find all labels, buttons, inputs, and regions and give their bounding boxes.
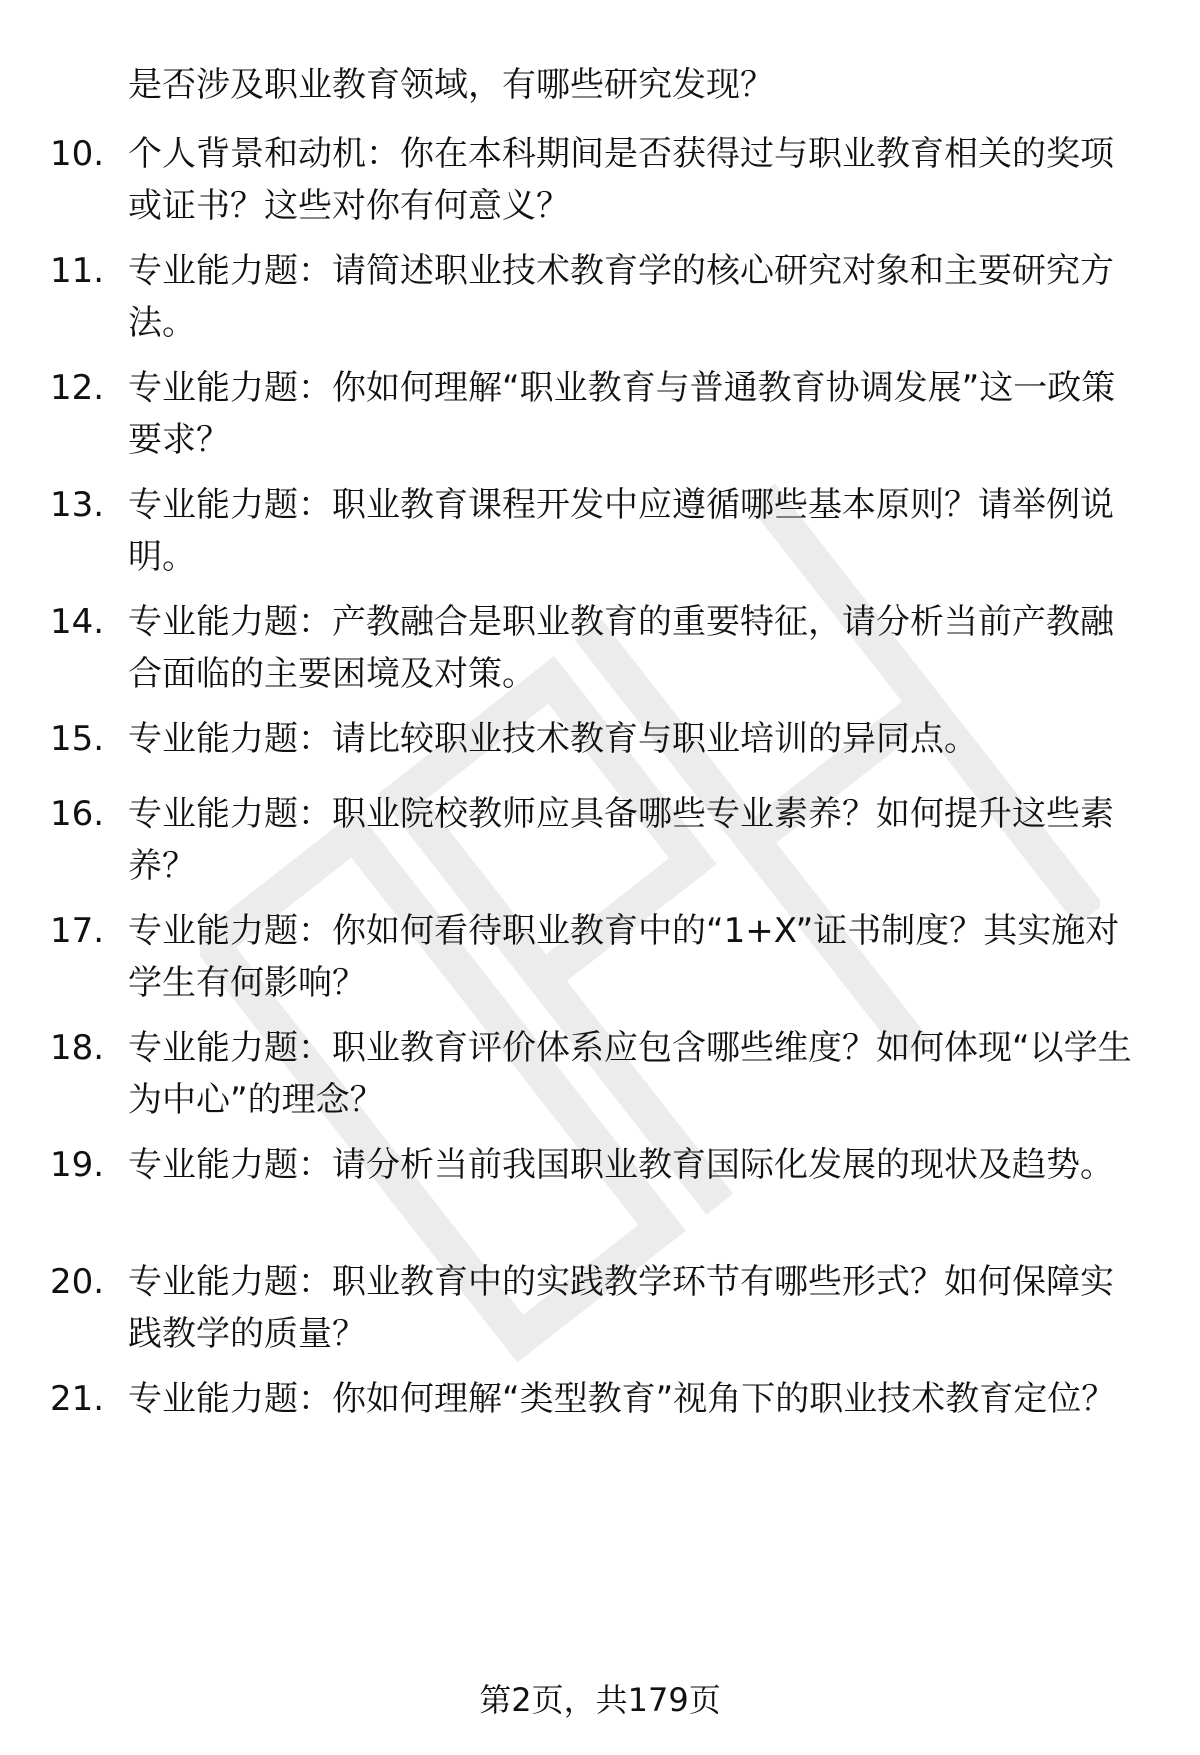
page-number-footer: 第2页，共179页 bbox=[479, 1681, 721, 1719]
question-text: 专业能力题：请分析当前我国职业教育国际化发展的现状及趋势。 bbox=[128, 1145, 1114, 1185]
question-number: 12. bbox=[50, 368, 105, 408]
question-text: 专业能力题：职业教育中的实践教学环节有哪些形式？如何保障实践教学的质量？ bbox=[128, 1262, 1114, 1354]
question-number: 13. bbox=[50, 485, 105, 525]
question-text: 专业能力题：请比较职业技术教育与职业培训的异同点。 bbox=[128, 719, 978, 759]
question-number: 19. bbox=[50, 1145, 105, 1185]
question-number: 21. bbox=[50, 1379, 105, 1419]
question-number: 10. bbox=[50, 134, 105, 174]
question-number: 16. bbox=[50, 794, 105, 834]
question-item-21 bbox=[50, 1373, 1140, 1425]
question-text: 专业能力题：职业院校教师应具备哪些专业素养？如何提升这些素养？ bbox=[128, 794, 1114, 886]
question-text: 专业能力题：你如何理解“类型教育”视角下的职业技术教育定位？ bbox=[128, 1379, 1116, 1419]
continued-question-text: 是否涉及职业教育领域，有哪些研究发现？ bbox=[128, 65, 774, 105]
question-item-14 bbox=[50, 596, 1140, 700]
question-number: 18. bbox=[50, 1028, 105, 1068]
question-text: 专业能力题：请简述职业技术教育学的核心研究对象和主要研究方法。 bbox=[128, 251, 1114, 343]
question-item-13 bbox=[50, 479, 1140, 583]
question-number: 17. bbox=[50, 911, 105, 951]
question-text: 专业能力题：你如何看待职业教育中的“1+X”证书制度？其实施对学生有何影响？ bbox=[128, 911, 1120, 1003]
question-item-19 bbox=[50, 1139, 1140, 1191]
question-item-16 bbox=[50, 788, 1140, 892]
question-item-11 bbox=[50, 245, 1140, 349]
question-item-20 bbox=[50, 1256, 1140, 1360]
question-text: 专业能力题：你如何理解“职业教育与普通教育协调发展”这一政策要求？ bbox=[128, 368, 1116, 460]
question-text: 专业能力题：产教融合是职业教育的重要特征，请分析当前产教融合面临的主要困境及对策。 bbox=[128, 602, 1114, 694]
question-item-10 bbox=[50, 128, 1140, 232]
question-item-17 bbox=[50, 905, 1140, 1009]
question-text: 个人背景和动机：你在本科期间是否获得过与职业教育相关的奖项或证书？这些对你有何意义？ bbox=[128, 134, 1114, 226]
question-number: 14. bbox=[50, 602, 105, 642]
question-number: 11. bbox=[50, 251, 105, 291]
question-number: 15. bbox=[50, 719, 105, 759]
question-item-18 bbox=[50, 1022, 1140, 1126]
question-text: 专业能力题：职业教育课程开发中应遵循哪些基本原则？请举例说明。 bbox=[128, 485, 1114, 577]
question-item-15 bbox=[50, 713, 1140, 765]
question-number: 20. bbox=[50, 1262, 105, 1302]
question-text: 专业能力题：职业教育评价体系应包含哪些维度？如何体现“以学生为中心”的理念？ bbox=[128, 1028, 1132, 1120]
question-item-12 bbox=[50, 362, 1140, 466]
